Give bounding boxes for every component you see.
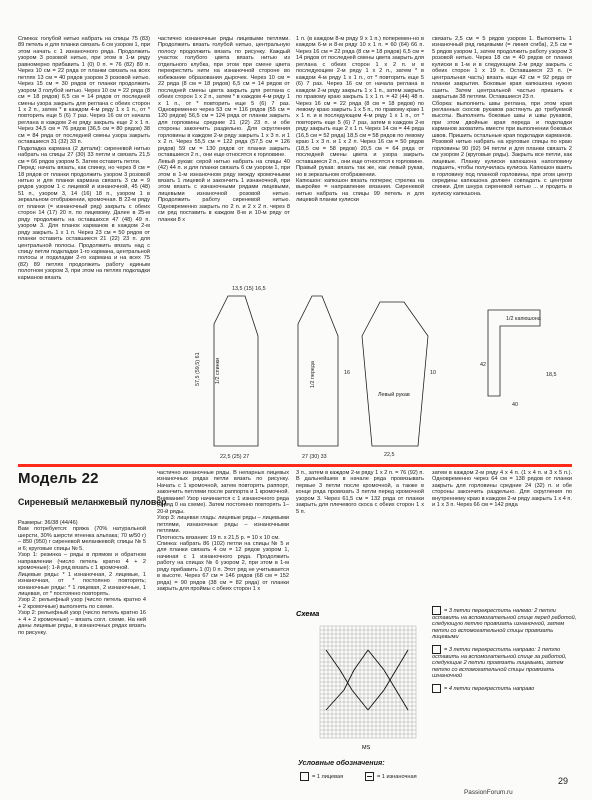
front-schematic	[298, 296, 338, 446]
measure-7: 22,5	[384, 452, 395, 458]
model-column-1	[18, 520, 146, 636]
sizes: Размеры: 36/38 (44/46)	[18, 520, 78, 526]
cross-left-icon	[432, 606, 441, 615]
model-back-end: затем в каждом 2-м ряду 4 х 4 п. (1 х 4 п. и 3 х 5 п.). Одновременно через 64 см = 138 рядов от планки закрыть для горловины средние 24 (32) п. и обе стороны закончить раздельно. Для скругления по внутреннему краю в каждом 2-м ряду закрыть 1 х 4 п. и 1 х 3 п. Через 66 см = 142 ряда	[432, 470, 572, 509]
measure-3: 22,5 (25) 27	[220, 454, 250, 460]
chart-grid	[320, 626, 416, 738]
cable-lines	[326, 650, 408, 710]
left-sleeve-instructions: Левый рукав: серой нитью набрать на спицы 40 (42) 44 п. и для планки связать 6 см узором 1, при этом в 1-м изнаночном ряду между кромочными вязать 1 лицевой и закончить 1 изнаночной, при этом вязать с изнаночными рядами лицевыми, лицевыми изнаночной розовой нитью. Продолжить работу сиреневой нитью. Одновременно закрыть по 2 п. и 2 х 2 п. через 8 см ряд поставить в каждом 8-м и 10-м ряду от планки 8 х	[158, 158, 290, 223]
pattern-2: Узор 2: рельефный узор (число петель кратно 16 + 4 + 2 кромочные) – вязать согл. схеме. На ней даны лицевые ряды, в изнаночных рядах вязать по рисунку.	[18, 610, 146, 636]
pattern-1: Узор 1: резинка – ряды в прямом и обратном направлении (число петель кратно 4 + 2 кромочные): 1-й ряд вязать с 1 кромочной.	[18, 552, 146, 572]
measure-5: 16	[344, 370, 350, 376]
sleeve-label: Левый рукав	[378, 392, 410, 398]
knitting-chart	[296, 606, 436, 756]
measure-6: 10	[430, 370, 436, 376]
sleeve-continued: 1 п. (в каждом 8-м ряду 9 х 1 п.) поперемен-но в каждом 6-м и 8-м ряду 10 х 1 п. = 60 (64) 66 п. Через 16 см = 22 ряда (8 см = 18 рядов) 6,5 см = 14 рядов от последней смены цвета закрыть для реглана с обеих сторон 1 х 2 п. и в последующем 2-м ряду 1 х 2 п., затем * в каждом 4-м ряду 1 х 1 п., от * повторить еще 5 (6) 7 раз. Через 16 см от начала реглана в каждом 2-м ряду закрыть 1 х 1 п., затем закрыть по правому краю закрыть 1 х 1 п. = 42 (44) 48 п. Через 16 см = 22 ряда (8 см = 18 рядов) по левому краю закрыть 1 х 5 п., по правому краю 1 х 1 п. и в последующем 4-м ряду 1 х 1 п., от * повторить еще 5 (6) 7 раз, затем в каждом 2-м ряду закрыть еще 2 х 1 п. Через 14 см = 44 ряда (16,5 см = 52 ряда) 18,5 см = 58 рядов по левому краю 1 х 3 п. и 1 х 2 п. Через 16 см = 50 рядов (18,5 см = 58 рядов) 20,5 см = 64 ряда от последней смены цвета и узора закрыть оставшиеся 2 п., они еще относятся к горловине.	[296, 36, 424, 165]
symbols-legend	[432, 606, 577, 693]
instructions-column-2	[158, 36, 290, 223]
model-subtitle: Сиреневый меланжевый пуловер	[18, 497, 167, 507]
instructions-column-3	[296, 36, 424, 204]
knit-stitch-icon	[300, 772, 309, 781]
hood-instructions: Капюшон: капюшон вязать поперек; стрелка на выкройке = направление вязания. Сиреневой нитью набрать на спицы 99 петель и для лицевой планки кулиски	[296, 177, 424, 204]
materials: Вам потребуется: пряжа (70% натуральной шерсти, 30% шерсти ягненка альпака; 70 м/50 г) – 850 (950) г сиреневой меланжевой; спицы № 5 и 6; круговые спицы № 5.	[18, 526, 146, 552]
measure-10: 42	[480, 362, 486, 368]
front-continued: частично изнаночные ряды лицевыми петлями. Продолжить вязать голубой нитью, центральную полосу продолжить вязать по рисунку. Каждый участок голубого цвета вязать нитью из отдельного клубка, при этом при смене цвета перекрестить нити на изнаночной стороне во избежание образования дырочек. Через 10 см = 22 ряда (8 см = 18 рядов) 6,5 см = 14 рядов от последней смены цвета закрыть для реглана с обеих сторон 1 х 2 п., затем * в каждом 4-м ряду 1 х 1 п., от * повторить еще 5 (6) 7 раз. Одновременно через 53 см = 116 рядов (55 см = 120 рядов) 56,5 см = 124 ряда от планки закрыть для горловины средние 21 (22) 23 п. и обе стороны закончить раздельно. Для скругления горловины в каждом 2-м ряду закрыть 1 х 3 п. и 1 х 2 п. Через 55,5 см = 122 ряда (57,5 см = 126 рядов) 59 см = 130 рядов от планки закрыть оставшиеся 2 п., они еще относятся к горловине.	[158, 36, 290, 159]
assembly-instructions: Сборка: выполнить швы реглана, при этом края регланных скосов рукавов растянуть до требуемой высоты. Выполнить боковые швы и швы рукавов, при этом двойные края переда и подкладки карманов захватить вместе при выполнении боковых швов. Пришить остальные края подкладки карманов. Розовой нитью набрать на круговые спицы по краю горловины 90 (92) 94 петли и для планки связать 2 см узором 2 (круговые ряды). Закрыть все петли, как лицевые. Планку кулиски капюшона наполовину подшить, чтобы получилась кулиска. Капюшон вшить в горловину под планкой горловины, при этом центр середины капюшона должен совпадать с центром спинки. Для шнура сиреневой нитью ... и продеть в кулиску капюшона.	[432, 100, 572, 197]
model-column-2	[157, 470, 289, 593]
symbol-cross-4: = 4 петли перекрестить направо	[432, 684, 577, 693]
purl-stitch-icon	[365, 772, 374, 781]
section-divider	[18, 464, 572, 467]
symbol-cross-right: = 3 петли перекрестить направо: 1 петлю оставить на вспомогательной спице за работой, следующие 2 петли провязать лицевыми, затем петлю со вспомогательной спицы провязать изнаночной	[432, 646, 567, 680]
back-label: 1/2 спинки	[215, 358, 221, 384]
pocket-lining-instructions: Подкладка кармана (2 детали): сиреневой нитью набрать на спицы 27 (30) 33 петли и связать 21,5 см = 66 рядов узором 5. Затем оставить петли.	[18, 145, 150, 165]
model-back: Спинка: набрать 86 (102) петли на спицы № 5 и для планки связать 4 см = 12 рядов узором 1, начиная с 1 изнаночного ряда. Продолжить работу на спицах № 6 узором 2, при этом в 1-м ряду прибавить 1 (0) 0 п. Этот ряд не учитывается в высоте. Через 67 см = 146 рядов (68 см = 152 ряда) = 90 рядов (38 см = 82 ряда) от планки закрыть для проймы с обеих сторон 1 х	[157, 540, 289, 593]
hood-schematic	[488, 310, 540, 396]
cross-four-icon	[432, 684, 441, 693]
watermark: PassionForum.ru	[464, 789, 513, 796]
right-sleeve-instructions: Правый рукав: вязать так же, как левый рукав, но в зеркальном отображении.	[296, 165, 424, 178]
measure-4: 27 (30) 33	[302, 454, 327, 460]
pattern-2-continued: частично изнаночные ряды. В непарных лицевых изнаночных рядах петли вязать по рисунку. Начать с 1 кромочной, затем повторять раппорт, закончить петлями после раппорта и 1 кромочной. Внимание! Узор начинается с 1 изнаночного ряда (9 ряд 0 на схеме). Затем постоянно повторять 1–20-й ряды.	[157, 470, 289, 515]
pattern-schematics	[0, 276, 592, 466]
measure-9: 40	[512, 402, 518, 408]
rapport-label: MS	[362, 745, 371, 751]
hood-continued: связать 2,5 см = 5 рядов узором 1. Выполнить 1 изнаночный ряд лицевыми (= линия сгиба), 2,5 см = 5 рядов узором 1, затем продолжить работу узором 3 розовой нитью. Через 18 см = 40 рядов от планки кулиски в 1-м и в следующем 2-м ряду закрыть с обеих сторон 1 х 19 п. Оставшиеся 23 п. (= центральная часть) вязать еще 42 см = 92 ряда от планки закрытия. Боковые края капюшона нужно сшить. Затем центральной частью пришить к закрытым 38 петлям. Оставшиеся 23 п.	[432, 36, 572, 101]
pattern-2-note: Узор 2: рельефный узор (число петель кратно 4 + 2 кромочные) выполнять по схеме.	[18, 597, 146, 610]
cross-right-icon	[432, 645, 441, 654]
chart-title: Схема	[296, 609, 320, 618]
pattern-1-rows: Лицевые ряды: * 1 изнаночная, 2 лицевые, 1 изнаночная, от * постоянно повторять; изнаночные ряды: * 1 лицевая, 2 изнаночные, 1 лицевая, от * постоянно повторять.	[18, 571, 146, 597]
measure-2: 57,5 (59,5) 61	[195, 352, 201, 386]
model-column-3	[296, 470, 424, 515]
model-title: Модель 22	[18, 470, 99, 487]
legend-title: Условные обозначения:	[298, 758, 385, 767]
measure-8: 18,5	[546, 372, 557, 378]
symbol-cross-left: = 3 петли перекрестить налево: 2 петли оставить на вспомогательной спице перед работой, следующую петлю провязать изнаночной, затем петли со вспомогательной спицы провязать лицевыми	[432, 607, 577, 641]
instructions-column-4	[432, 36, 572, 197]
model-column-4	[432, 470, 572, 509]
hood-label: 1/2 капюшона	[506, 316, 541, 322]
legend-purl: = 1 изнаночная	[365, 772, 417, 781]
front-label: 1/2 переда	[310, 361, 316, 388]
pattern-3: Узор 3: лицевая гладь: лицевые ряды – лицевыми петлями, изнаночные ряды – изнаночными петлями.	[157, 515, 289, 535]
model-back-continued: 3 п., затем в каждом 2-м ряду 1 х 2 п. = 76 (92) п. В дальнейшем в начале ряда провязывать первые 3 петли после кромочной, а также в конце ряда провязать 3 петли перед кромочной узором 3. Через 61,5 см = 132 ряда от планки закрыть для плечевого скоса с обеих сторон 1 х 5 п.	[296, 470, 424, 515]
measure-1: 13,5 (15) 16,5	[232, 286, 266, 292]
sleeve-schematic	[362, 302, 428, 446]
page-number: 29	[558, 776, 569, 786]
gauge: Плотность вязания: 19 п. х 21,5 р. = 10 х 10 см.	[157, 534, 280, 541]
back-instructions: Спинка: голубой нитью набрать на спицы 75 (83) 89 петель и для планки связать 6 см узором 1, при этом начать с 1 изнаночного ряда. Продолжить узором 3 розовой нитью, при этом в 1-м ряду равномерно прибавить 1 (0) 0 п. = 76 (82) 89 п. Через 10 см = 22 ряда от планки связать на всех петлях 13 см = 40 рядов узором 3 розовой нитью. Через 15 см = 30 рядов от планки продолжить узором 3 голубой нитью. Через 10 см = 22 ряда (8 см = 18 рядов) 6,5 см = 14 рядов от последней смены узора закрыть для реглана с обеих сторон 1 х 2 п., затем * в каждом 4-м ряду 1 х 1 п., от * повторить еще 5 (6) 7 раз. Через 16 см от начала реглана в каждом 2-м ряду закрыть еще 2 х 1 п. Через 34,5 см = 76 рядов (36,5 см = 80 рядов) 38 см = 84 ряда от последней смены узора закрыть оставшиеся 31 (32) 33 п.	[18, 36, 150, 146]
instructions-column-1	[18, 36, 150, 281]
front-instructions: Перед: начать вязать, как спинку, но через 8 см = 18 рядов от планки продолжить узором 3 розовой нитью и для планки кармана связать 3 см = 9 рядов узором 1 с лицевой и изнаночной, 45 (48) 51 п., узором 3, 14 (16) 18 п., узором 1 в зеркальном отображении, кромочная. В 22-м ряду от планки (= изнаночный ряд) закрыть с обеих сторон 14 (17) 20 п. по лицевому. Далее в 25-м ряду продолжить на оставшихся 47 (48) 49 п. узором 3. Для планок карманов в каждом 2-м ряду закрыть 1 х 1 п. Через 23 см = 50 рядов от планки оставить оставшиеся 21 (22) 23 п. для центральной полосы. Продолжить вязать над с спицу петли подкладки 1-го кармана, центральной полосы и подкладки 2-го кармана и на всех 75 (82) 89 петлях продолжить работу единым полотном узором 3, при этом на петлях подкладки карманов вязать	[18, 165, 150, 281]
legend-knit: = 1 лицевая	[300, 772, 343, 781]
